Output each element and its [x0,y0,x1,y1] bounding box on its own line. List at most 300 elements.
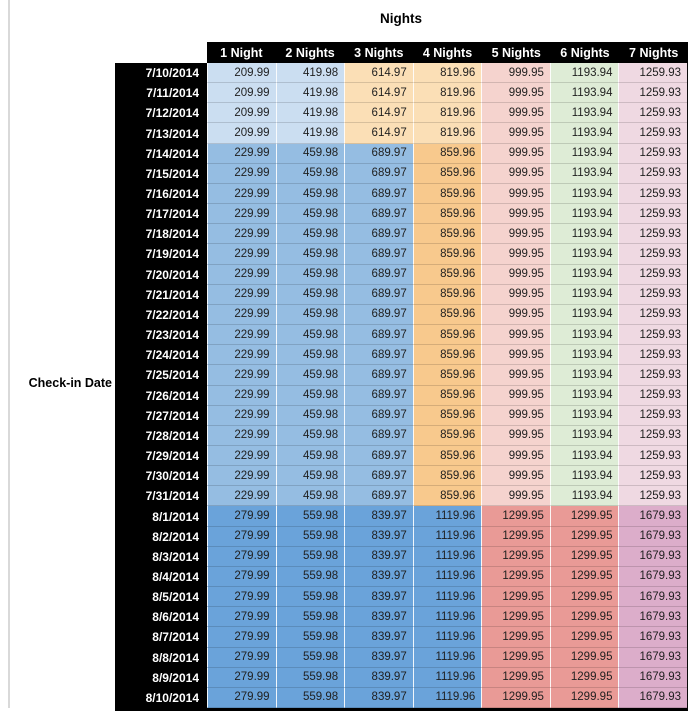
price-cell[interactable]: 1119.96 [413,506,482,526]
price-cell[interactable]: 859.96 [413,265,482,285]
price-cell[interactable]: 459.98 [276,204,345,224]
price-cell[interactable]: 839.97 [344,547,413,567]
price-cell[interactable]: 1193.94 [550,386,619,406]
table-row [115,406,687,426]
row-header-date[interactable]: 8/1/2014 [115,506,207,526]
price-cell[interactable]: 559.98 [276,688,345,708]
price-cell[interactable]: 689.97 [344,144,413,164]
table-row [115,386,687,406]
price-cell[interactable]: 459.98 [276,426,345,446]
table-row [115,83,687,103]
price-cell[interactable]: 999.95 [481,164,550,184]
price-cell[interactable]: 1193.94 [550,63,619,83]
price-cell[interactable]: 1119.96 [413,587,482,607]
price-cell[interactable]: 999.95 [481,144,550,164]
row-header-date[interactable]: 8/6/2014 [115,607,207,627]
price-cell[interactable]: 859.96 [413,386,482,406]
price-cell[interactable]: 229.99 [207,224,276,244]
price-cell[interactable]: 689.97 [344,446,413,466]
price-cell[interactable]: 999.95 [481,63,550,83]
price-cell[interactable]: 1299.95 [550,648,619,668]
price-cell[interactable]: 1299.95 [550,567,619,587]
price-cell[interactable]: 1259.93 [618,164,687,184]
price-cell[interactable]: 839.97 [344,567,413,587]
price-cell[interactable]: 1193.94 [550,305,619,325]
table-row [115,103,687,123]
table-row [115,144,687,164]
row-header-date[interactable]: 7/15/2014 [115,164,207,184]
price-cell[interactable]: 229.99 [207,204,276,224]
price-cell[interactable]: 559.98 [276,627,345,647]
table-row [115,285,687,305]
price-cell[interactable]: 1259.93 [618,123,687,143]
price-cell[interactable]: 209.99 [207,103,276,123]
table-title: Nights [380,11,422,26]
price-cell[interactable]: 859.96 [413,184,482,204]
price-cell[interactable]: 559.98 [276,527,345,547]
price-cell[interactable]: 859.96 [413,446,482,466]
price-cell[interactable]: 1193.94 [550,406,619,426]
price-cell[interactable]: 1193.94 [550,184,619,204]
price-cell[interactable]: 859.96 [413,486,482,506]
table-row [115,265,687,285]
price-cell[interactable]: 459.98 [276,244,345,264]
price-cell[interactable]: 1299.95 [481,668,550,688]
price-cell[interactable]: 999.95 [481,365,550,385]
price-cell[interactable]: 279.99 [207,547,276,567]
price-cell[interactable]: 689.97 [344,184,413,204]
price-cell[interactable]: 1259.93 [618,184,687,204]
row-header-date[interactable]: 8/2/2014 [115,527,207,547]
price-cell[interactable]: 999.95 [481,184,550,204]
price-cell[interactable]: 999.95 [481,345,550,365]
price-cell[interactable]: 999.95 [481,466,550,486]
price-cell[interactable]: 559.98 [276,547,345,567]
row-header-date[interactable]: 7/23/2014 [115,325,207,345]
price-cell[interactable]: 1119.96 [413,547,482,567]
price-cell[interactable]: 1193.94 [550,345,619,365]
price-cell[interactable]: 279.99 [207,648,276,668]
price-cell[interactable]: 839.97 [344,587,413,607]
column-header[interactable]: 1 Night [220,45,263,60]
column-header[interactable]: 2 Nights [285,45,335,60]
row-header-date[interactable]: 7/29/2014 [115,446,207,466]
price-cell[interactable]: 1259.93 [618,365,687,385]
price-cell[interactable]: 459.98 [276,325,345,345]
price-cell[interactable]: 559.98 [276,587,345,607]
price-cell[interactable]: 229.99 [207,325,276,345]
table-row [115,164,687,184]
price-cell[interactable]: 459.98 [276,446,345,466]
price-cell[interactable]: 999.95 [481,224,550,244]
price-cell[interactable]: 229.99 [207,446,276,466]
table-row [115,345,687,365]
price-cell[interactable]: 1299.95 [481,648,550,668]
price-cell[interactable]: 689.97 [344,244,413,264]
price-cell[interactable]: 1299.95 [550,547,619,567]
price-cell[interactable]: 1193.94 [550,265,619,285]
table-row [115,486,687,506]
price-cell[interactable]: 1679.93 [618,688,687,708]
row-header-date[interactable]: 8/3/2014 [115,547,207,567]
row-header-date[interactable]: 7/10/2014 [115,63,207,83]
price-cell[interactable]: 1679.93 [618,607,687,627]
table-row [115,668,687,688]
price-cell[interactable]: 1299.95 [550,627,619,647]
price-cell[interactable]: 559.98 [276,506,345,526]
price-cell[interactable]: 999.95 [481,426,550,446]
price-cell[interactable]: 209.99 [207,63,276,83]
row-header-date[interactable]: 7/18/2014 [115,224,207,244]
price-cell[interactable]: 1259.93 [618,406,687,426]
price-cell[interactable]: 229.99 [207,365,276,385]
price-cell[interactable]: 1299.95 [550,607,619,627]
table-row [115,204,687,224]
price-cell[interactable]: 689.97 [344,365,413,385]
price-cell[interactable]: 839.97 [344,627,413,647]
price-cell[interactable]: 1259.93 [618,426,687,446]
price-cell[interactable]: 1193.94 [550,144,619,164]
price-cell[interactable]: 689.97 [344,345,413,365]
price-cell[interactable]: 459.98 [276,164,345,184]
table-row [115,365,687,385]
price-cell[interactable]: 229.99 [207,486,276,506]
price-cell[interactable]: 1679.93 [618,547,687,567]
table-row [115,184,687,204]
price-cell[interactable]: 1119.96 [413,607,482,627]
table-row [115,426,687,446]
row-header-date[interactable]: 8/4/2014 [115,567,207,587]
price-cell[interactable]: 229.99 [207,406,276,426]
price-cell[interactable]: 839.97 [344,506,413,526]
table-row [115,648,687,668]
price-cell[interactable]: 999.95 [481,325,550,345]
row-header-date[interactable]: 8/10/2014 [115,688,207,708]
price-cell[interactable]: 1299.95 [550,587,619,607]
price-cell[interactable]: 229.99 [207,244,276,264]
price-cell[interactable]: 1259.93 [618,345,687,365]
price-cell[interactable]: 819.96 [413,63,482,83]
price-cell[interactable]: 279.99 [207,688,276,708]
table-row [115,446,687,466]
price-cell[interactable]: 1119.96 [413,527,482,547]
price-cell[interactable]: 279.99 [207,587,276,607]
row-header-date[interactable]: 7/19/2014 [115,244,207,264]
price-cell[interactable]: 229.99 [207,184,276,204]
row-header-date[interactable]: 8/5/2014 [115,587,207,607]
price-cell[interactable]: 229.99 [207,386,276,406]
price-cell[interactable]: 1259.93 [618,83,687,103]
price-cell[interactable]: 1259.93 [618,63,687,83]
price-cell[interactable]: 839.97 [344,668,413,688]
row-header-date[interactable]: 7/27/2014 [115,406,207,426]
price-cell[interactable]: 1119.96 [413,688,482,708]
row-header-date[interactable]: 7/30/2014 [115,466,207,486]
table-row [115,466,687,486]
price-cell[interactable]: 1193.94 [550,123,619,143]
table-row [115,587,687,607]
table-row [115,547,687,567]
row-header-date[interactable]: 7/12/2014 [115,103,207,123]
table-row [115,325,687,345]
price-cell[interactable]: 689.97 [344,325,413,345]
table-row [115,63,687,83]
price-cell[interactable]: 459.98 [276,224,345,244]
price-cell[interactable]: 1299.95 [481,627,550,647]
price-cell[interactable]: 279.99 [207,527,276,547]
price-cell[interactable]: 459.98 [276,184,345,204]
row-header-date[interactable]: 7/22/2014 [115,305,207,325]
price-cell[interactable]: 1193.94 [550,83,619,103]
row-header-date[interactable]: 7/13/2014 [115,123,207,143]
price-cell[interactable]: 1259.93 [618,224,687,244]
table-row [115,688,687,708]
price-cell[interactable]: 1193.94 [550,365,619,385]
price-cell[interactable]: 559.98 [276,607,345,627]
table-row [115,567,687,587]
price-cell[interactable]: 819.96 [413,83,482,103]
price-cell[interactable]: 859.96 [413,466,482,486]
price-cell[interactable]: 1679.93 [618,627,687,647]
price-cell[interactable]: 1259.93 [618,285,687,305]
price-cell[interactable]: 1119.96 [413,627,482,647]
price-cell[interactable]: 559.98 [276,668,345,688]
row-header-date[interactable]: 7/20/2014 [115,265,207,285]
price-cell[interactable]: 1259.93 [618,103,687,123]
price-cell[interactable]: 1119.96 [413,668,482,688]
row-header-date[interactable]: 7/21/2014 [115,285,207,305]
price-cell[interactable]: 1679.93 [618,506,687,526]
row-header-date[interactable]: 7/24/2014 [115,345,207,365]
price-cell[interactable]: 1299.95 [550,527,619,547]
price-cell[interactable]: 859.96 [413,345,482,365]
price-cell[interactable]: 999.95 [481,406,550,426]
price-cell[interactable]: 689.97 [344,285,413,305]
row-axis-label: Check-in Date [28,376,112,390]
row-header-date[interactable]: 7/31/2014 [115,486,207,506]
row-header-date[interactable]: 7/11/2014 [115,83,207,103]
price-cell[interactable]: 1193.94 [550,325,619,345]
price-cell[interactable]: 689.97 [344,386,413,406]
price-cell[interactable]: 1259.93 [618,204,687,224]
table-row [115,305,687,325]
price-cell[interactable]: 1119.96 [413,648,482,668]
price-cell[interactable]: 839.97 [344,527,413,547]
price-cell[interactable]: 229.99 [207,426,276,446]
price-cell[interactable]: 999.95 [481,123,550,143]
price-cell[interactable]: 459.98 [276,466,345,486]
price-cell[interactable]: 999.95 [481,305,550,325]
price-cell[interactable]: 459.98 [276,285,345,305]
price-cell[interactable]: 279.99 [207,506,276,526]
price-cell[interactable]: 1259.93 [618,244,687,264]
price-cell[interactable]: 1299.95 [481,567,550,587]
price-cell[interactable]: 459.98 [276,365,345,385]
price-cell[interactable]: 1299.95 [481,547,550,567]
price-cell[interactable]: 859.96 [413,144,482,164]
column-header[interactable]: 7 Nights [629,45,679,60]
table-row [115,244,687,264]
price-cell[interactable]: 279.99 [207,627,276,647]
price-cell[interactable]: 859.96 [413,406,482,426]
price-cell[interactable]: 689.97 [344,164,413,184]
row-header-date[interactable]: 8/7/2014 [115,627,207,647]
price-cell[interactable]: 999.95 [481,386,550,406]
price-cell[interactable]: 859.96 [413,244,482,264]
price-cell[interactable]: 999.95 [481,285,550,305]
row-header-date[interactable]: 7/28/2014 [115,426,207,446]
price-cell[interactable]: 1193.94 [550,446,619,466]
table-row [115,224,687,244]
price-cell[interactable]: 689.97 [344,426,413,446]
price-cell[interactable]: 459.98 [276,486,345,506]
price-cell[interactable]: 1259.93 [618,446,687,466]
column-header-row [207,42,688,63]
price-cell[interactable]: 689.97 [344,224,413,244]
price-cell[interactable]: 819.96 [413,123,482,143]
price-cell[interactable]: 859.96 [413,285,482,305]
price-cell[interactable]: 459.98 [276,406,345,426]
price-cell[interactable]: 689.97 [344,486,413,506]
price-cell[interactable]: 839.97 [344,688,413,708]
price-cell[interactable]: 999.95 [481,244,550,264]
price-cell[interactable]: 459.98 [276,144,345,164]
price-cell[interactable]: 999.95 [481,486,550,506]
price-cell[interactable]: 1259.93 [618,265,687,285]
price-cell[interactable]: 859.96 [413,305,482,325]
column-header[interactable]: 4 Nights [422,45,473,60]
price-cell[interactable]: 1299.95 [481,688,550,708]
price-cell[interactable]: 1193.94 [550,244,619,264]
price-cell[interactable]: 859.96 [413,365,482,385]
column-header[interactable]: 3 Nights [354,45,404,60]
price-cell[interactable]: 209.99 [207,83,276,103]
price-cell[interactable]: 1193.94 [550,103,619,123]
price-cell[interactable]: 1259.93 [618,386,687,406]
price-cell[interactable]: 614.97 [344,123,413,143]
column-header[interactable]: 5 Nights [491,45,541,60]
price-cell[interactable]: 689.97 [344,406,413,426]
price-cell[interactable]: 614.97 [344,63,413,83]
price-cell[interactable]: 859.96 [413,164,482,184]
price-cell[interactable]: 1259.93 [618,466,687,486]
price-cell[interactable]: 819.96 [413,103,482,123]
price-cell[interactable]: 229.99 [207,345,276,365]
table-row [115,506,687,526]
price-cell[interactable]: 1193.94 [550,426,619,446]
price-cell[interactable]: 229.99 [207,466,276,486]
price-cell[interactable]: 839.97 [344,607,413,627]
price-cell[interactable]: 1259.93 [618,325,687,345]
price-cell[interactable]: 1299.95 [550,506,619,526]
row-header-date[interactable]: 7/17/2014 [115,204,207,224]
price-cell[interactable]: 559.98 [276,567,345,587]
price-cell[interactable]: 229.99 [207,164,276,184]
price-cell[interactable]: 459.98 [276,345,345,365]
price-cell[interactable]: 1299.95 [481,607,550,627]
price-cell[interactable]: 999.95 [481,446,550,466]
price-cell[interactable]: 279.99 [207,607,276,627]
price-cell[interactable]: 1679.93 [618,587,687,607]
price-cell[interactable]: 1299.95 [550,668,619,688]
price-cell[interactable]: 1193.94 [550,204,619,224]
spreadsheet-gridline [8,0,10,708]
price-cell[interactable]: 689.97 [344,305,413,325]
price-cell[interactable]: 614.97 [344,103,413,123]
price-grid [115,63,688,711]
price-cell[interactable]: 1299.95 [481,506,550,526]
price-cell[interactable]: 859.96 [413,426,482,446]
row-header-date[interactable]: 7/26/2014 [115,386,207,406]
price-cell[interactable]: 999.95 [481,103,550,123]
price-cell[interactable]: 229.99 [207,285,276,305]
row-header-date[interactable]: 8/8/2014 [115,648,207,668]
price-cell[interactable]: 859.96 [413,224,482,244]
row-header-date[interactable]: 8/9/2014 [115,668,207,688]
price-cell[interactable]: 614.97 [344,83,413,103]
price-cell[interactable]: 459.98 [276,265,345,285]
price-cell[interactable]: 1259.93 [618,305,687,325]
table-row [115,527,687,547]
row-header-date[interactable]: 7/14/2014 [115,144,207,164]
price-cell[interactable]: 1193.94 [550,164,619,184]
price-cell[interactable]: 419.98 [276,103,345,123]
row-header-date[interactable]: 7/25/2014 [115,365,207,385]
price-cell[interactable]: 279.99 [207,567,276,587]
table-row [115,123,687,143]
price-cell[interactable]: 419.98 [276,83,345,103]
column-header[interactable]: 6 Nights [560,45,610,60]
price-cell[interactable]: 839.97 [344,648,413,668]
price-cell[interactable]: 1193.94 [550,466,619,486]
price-cell[interactable]: 1679.93 [618,668,687,688]
price-cell[interactable]: 1193.94 [550,224,619,244]
price-cell[interactable]: 1299.95 [481,527,550,547]
price-cell[interactable]: 999.95 [481,204,550,224]
price-cell[interactable]: 229.99 [207,265,276,285]
price-cell[interactable]: 1679.93 [618,527,687,547]
price-cell[interactable]: 559.98 [276,648,345,668]
price-cell[interactable]: 459.98 [276,386,345,406]
price-cell[interactable]: 459.98 [276,305,345,325]
price-cell[interactable]: 1119.96 [413,567,482,587]
price-cell[interactable]: 689.97 [344,204,413,224]
price-cell[interactable]: 1193.94 [550,285,619,305]
price-cell[interactable]: 1299.95 [481,587,550,607]
price-cell[interactable]: 1259.93 [618,144,687,164]
price-cell[interactable]: 1679.93 [618,648,687,668]
price-cell[interactable]: 419.98 [276,63,345,83]
price-cell[interactable]: 229.99 [207,305,276,325]
price-cell[interactable]: 859.96 [413,204,482,224]
table-row [115,627,687,647]
price-cell[interactable]: 279.99 [207,668,276,688]
price-cell[interactable]: 999.95 [481,83,550,103]
price-cell[interactable]: 209.99 [207,123,276,143]
row-header-date[interactable]: 7/16/2014 [115,184,207,204]
price-cell[interactable]: 229.99 [207,144,276,164]
price-cell[interactable]: 689.97 [344,466,413,486]
price-cell[interactable]: 689.97 [344,265,413,285]
price-cell[interactable]: 999.95 [481,265,550,285]
price-cell[interactable]: 1299.95 [550,688,619,708]
price-cell[interactable]: 419.98 [276,123,345,143]
price-cell[interactable]: 1259.93 [618,486,687,506]
table-row [115,607,687,627]
price-cell[interactable]: 859.96 [413,325,482,345]
price-cell[interactable]: 1679.93 [618,567,687,587]
price-cell[interactable]: 1193.94 [550,486,619,506]
